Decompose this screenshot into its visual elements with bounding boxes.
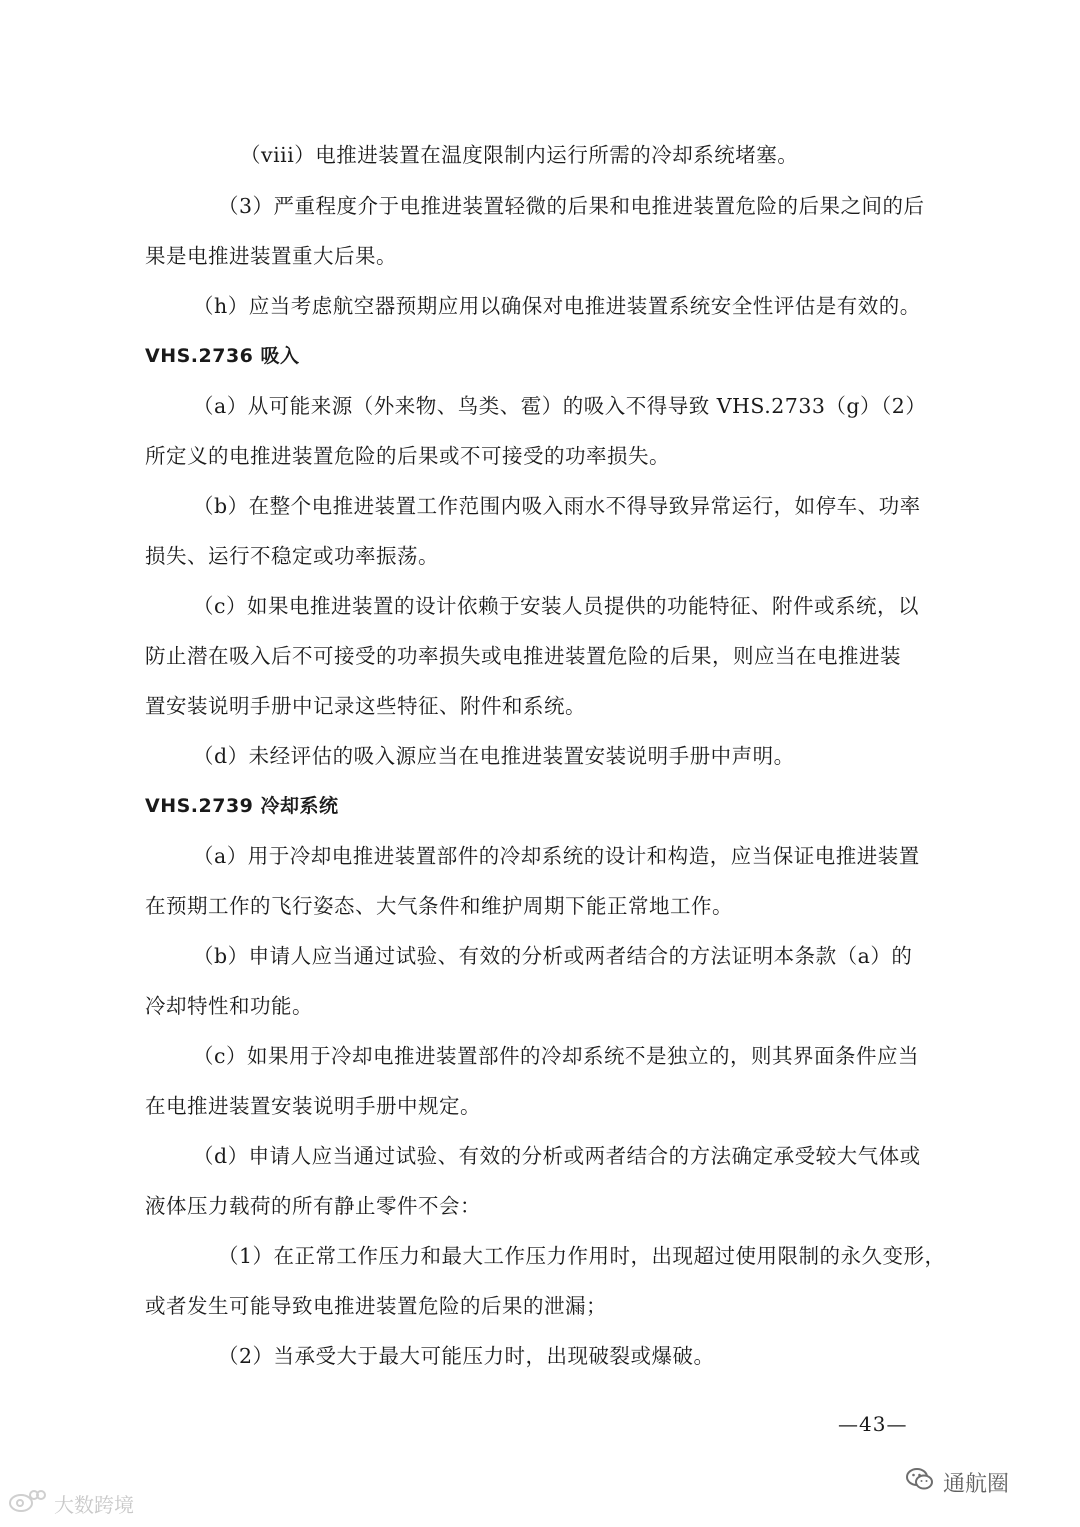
wechat-icon bbox=[905, 1466, 935, 1498]
text-line: （d）未经评估的吸入源应当在电推进装置安装说明手册中声明。 bbox=[193, 744, 795, 768]
text-line: （b）在整个电推进装置工作范围内吸入雨水不得导致异常运行，如停车、功率 bbox=[193, 494, 921, 518]
text-line: （viii）电推进装置在温度限制内运行所需的冷却系统堵塞。 bbox=[240, 143, 799, 167]
text-line: （1）在正常工作压力和最大工作压力作用时，出现超过使用限制的永久变形， bbox=[218, 1244, 946, 1268]
weibo-icon bbox=[8, 1488, 48, 1519]
text-line: （c）如果电推进装置的设计依赖于安装人员提供的功能特征、附件或系统，以 bbox=[193, 594, 919, 618]
text-line: （b）申请人应当通过试验、有效的分析或两者结合的方法证明本条款（a）的 bbox=[193, 944, 913, 968]
text-line: 或者发生可能导致电推进装置危险的后果的泄漏； bbox=[145, 1294, 607, 1318]
text-line: （h）应当考虑航空器预期应用以确保对电推进装置系统安全性评估是有效的。 bbox=[193, 294, 921, 318]
text-line: （3）严重程度介于电推进装置轻微的后果和电推进装置危险的后果之间的后 bbox=[218, 194, 925, 218]
page-number: —43— bbox=[838, 1412, 908, 1436]
text-line: （a）用于冷却电推进装置部件的冷却系统的设计和构造，应当保证电推进装置 bbox=[193, 844, 920, 868]
text-line: 所定义的电推进装置危险的后果或不可接受的功率损失。 bbox=[145, 444, 670, 468]
watermark-text: 大数跨境 bbox=[54, 1493, 134, 1517]
section-heading: VHS.2736 吸入 bbox=[145, 345, 300, 367]
text-line: 置安装说明手册中记录这些特征、附件和系统。 bbox=[145, 694, 586, 718]
text-line: （d）申请人应当通过试验、有效的分析或两者结合的方法确定承受较大气体或 bbox=[193, 1144, 921, 1168]
watermark-weibo bbox=[8, 1488, 134, 1519]
text-line: （c）如果用于冷却电推进装置部件的冷却系统不是独立的，则其界面条件应当 bbox=[193, 1044, 919, 1068]
text-line: 防止潜在吸入后不可接受的功率损失或电推进装置危险的后果，则应当在电推进装 bbox=[145, 644, 901, 668]
text-line: （2）当承受大于最大可能压力时，出现破裂或爆破。 bbox=[218, 1344, 715, 1368]
text-line: 冷却特性和功能。 bbox=[145, 994, 313, 1018]
text-line: （a）从可能来源（外来物、鸟类、雹）的吸入不得导致 VHS.2733（g）（2） bbox=[193, 394, 927, 418]
text-line: 在电推进装置安装说明手册中规定。 bbox=[145, 1094, 481, 1118]
watermark-wechat bbox=[905, 1466, 1009, 1498]
section-heading: VHS.2739 冷却系统 bbox=[145, 795, 339, 817]
watermark-text: 通航圈 bbox=[943, 1471, 1010, 1497]
text-line: 液体压力载荷的所有静止零件不会： bbox=[145, 1194, 481, 1218]
text-line: 在预期工作的飞行姿态、大气条件和维护周期下能正常地工作。 bbox=[145, 894, 733, 918]
text-line: 损失、运行不稳定或功率振荡。 bbox=[145, 544, 439, 568]
text-line: 果是电推进装置重大后果。 bbox=[145, 244, 397, 268]
